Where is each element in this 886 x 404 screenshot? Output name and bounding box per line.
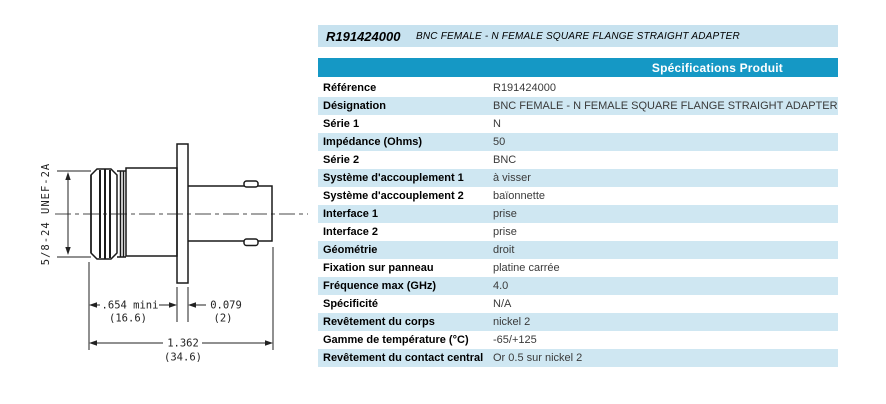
bayonet-lug-bottom <box>244 239 258 246</box>
spec-value: prise <box>493 208 517 220</box>
table-row <box>318 187 838 205</box>
arrow-up-icon <box>65 172 70 180</box>
spec-value: 50 <box>493 136 506 148</box>
spec-header-bar <box>318 58 838 77</box>
table-row <box>318 79 838 97</box>
spec-label: Fréquence max (GHz) <box>323 280 437 292</box>
spec-value: à visser <box>493 172 531 184</box>
spec-label: Gamme de température (°C) <box>323 334 469 346</box>
table-row <box>318 277 838 295</box>
dim-overall-length-mm: (34.6) <box>164 351 202 364</box>
spec-value: nickel 2 <box>493 316 531 328</box>
spec-value: droit <box>493 244 515 256</box>
table-row <box>318 259 838 277</box>
dim-body-length-mm: (16.6) <box>109 312 147 325</box>
spec-value: platine carrée <box>493 262 560 274</box>
dim-flange-thickness-in: 0.079 <box>210 299 242 312</box>
product-header-bar <box>318 25 838 47</box>
table-row <box>318 223 838 241</box>
spec-label: Système d'accouplement 1 <box>323 172 464 184</box>
product-reference: R191424000 <box>326 28 401 44</box>
spec-label: Interface 2 <box>323 226 379 238</box>
spec-header-title: Spécifications Produit <box>651 60 783 75</box>
table-row <box>318 133 838 151</box>
table-row <box>318 349 838 367</box>
table-row <box>318 151 838 169</box>
spec-label: Interface 1 <box>323 208 379 220</box>
spec-label: Revêtement du corps <box>323 316 435 328</box>
spec-value: -65/+125 <box>493 334 537 346</box>
arrow-down-icon <box>65 247 70 255</box>
spec-label: Géométrie <box>323 244 378 256</box>
spec-label: Spécificité <box>323 298 379 310</box>
spec-value: baïonnette <box>493 190 545 202</box>
spec-value: N/A <box>493 298 512 310</box>
arrow-left-icon <box>89 340 97 345</box>
spec-label: Série 1 <box>323 118 360 130</box>
thread-spec-label: 5/8-24 UNEF-2A <box>40 162 52 266</box>
spec-value: 4.0 <box>493 280 509 292</box>
arrow-right-icon <box>265 340 273 345</box>
table-row <box>318 313 838 331</box>
spec-value: R191424000 <box>493 82 557 94</box>
dimension-lines <box>57 171 273 350</box>
spec-value: N <box>493 118 501 130</box>
spec-label: Désignation <box>323 100 386 112</box>
table-row <box>318 115 838 133</box>
table-row <box>318 241 838 259</box>
spec-value: BNC <box>493 154 517 166</box>
dim-flange-thickness-mm: (2) <box>213 312 233 325</box>
spec-label: Impédance (Ohms) <box>323 136 423 148</box>
arrow-right-icon <box>169 302 177 307</box>
spec-table <box>318 79 838 367</box>
arrow-left-icon <box>188 302 196 307</box>
spec-label: Série 2 <box>323 154 360 166</box>
spec-label: Système d'accouplement 2 <box>323 190 464 202</box>
spec-value: prise <box>493 226 517 238</box>
bayonet-lug-top <box>244 181 258 187</box>
product-designation: BNC FEMALE - N FEMALE SQUARE FLANGE STRAIGHT ADAPTER <box>416 30 740 42</box>
bottom-extension-lines <box>89 247 273 350</box>
spec-label: Fixation sur panneau <box>323 262 434 274</box>
spec-value: Or 0.5 sur nickel 2 <box>493 352 583 364</box>
dim-overall-length-in: 1.362 <box>167 337 199 350</box>
technical-drawing <box>0 0 318 404</box>
table-row <box>318 295 838 313</box>
spec-label: Revêtement du contact central <box>323 352 484 364</box>
spec-value: BNC FEMALE - N FEMALE SQUARE FLANGE STRAIGHT ADAPTER <box>493 100 838 112</box>
spec-label: Référence <box>323 82 377 94</box>
arrow-left-icon <box>89 302 97 307</box>
dim-body-length-in: .654 mini <box>101 299 159 312</box>
table-row <box>318 205 838 223</box>
table-row <box>318 331 838 349</box>
table-row <box>318 97 838 115</box>
table-row <box>318 169 838 187</box>
connector-body <box>126 168 177 256</box>
